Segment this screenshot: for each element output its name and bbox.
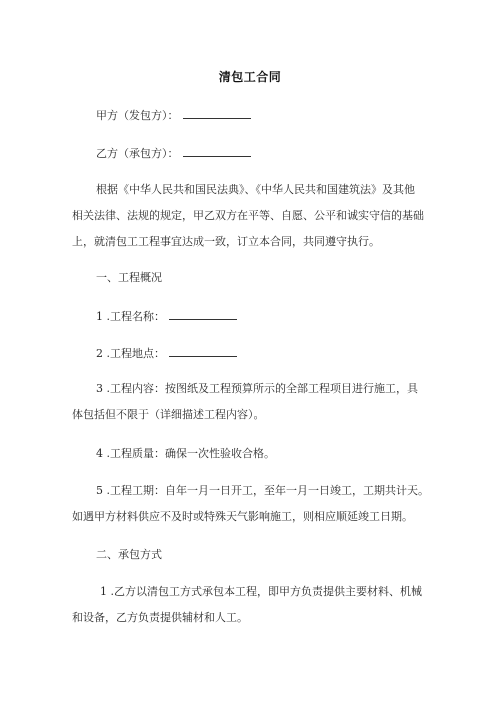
project-content-line-2: 体包括但不限于（详细描述工程内容）。 xyxy=(72,408,265,421)
intro-line-1: 根据《中华人民共和国民法典》、《中华人民共和国建筑法》及其他 xyxy=(96,183,415,196)
party-a-blank[interactable] xyxy=(183,107,251,119)
contract-method-paragraph xyxy=(72,579,472,631)
party-a-label: 甲方（发包方）： xyxy=(96,109,179,122)
section-2-heading: 二、承包方式 xyxy=(96,548,162,561)
document-title: 清包工合同 xyxy=(218,70,282,84)
project-location-line xyxy=(96,345,237,362)
project-schedule-line-2: 如遇甲方材料供应不及时或特殊天气影响施工，则相应顺延竣工日期。 xyxy=(72,510,413,523)
party-b-line xyxy=(96,145,251,162)
party-a-line xyxy=(96,107,251,124)
project-name-line xyxy=(96,308,237,325)
project-content-paragraph xyxy=(72,376,472,428)
project-name-blank[interactable] xyxy=(169,308,237,320)
project-name-label: 1 .工程名称： xyxy=(96,310,165,323)
project-location-blank[interactable] xyxy=(169,345,237,357)
project-quality-line: 4 .工程质量：确保一次性验收合格。 xyxy=(96,447,275,460)
intro-line-2: 相关法律、法规的规定，甲乙双方在平等、自愿、公平和诚实守信的基础 xyxy=(72,209,424,222)
project-schedule-line-1: 5 .工程工期：自年一月一日开工，至年一月一日竣工，工期共计天。 xyxy=(96,484,429,497)
party-b-blank[interactable] xyxy=(183,145,251,157)
project-content-line-1: 3 .工程内容：按图纸及工程预算所示的全部工程项目进行施工，具 xyxy=(96,382,418,395)
intro-paragraph xyxy=(72,177,472,255)
contract-method-line-2: 和设备，乙方负责提供辅材和人工。 xyxy=(72,611,248,624)
party-b-label: 乙方（承包方）： xyxy=(96,147,179,160)
project-location-label: 2 .工程地点： xyxy=(96,347,165,360)
project-schedule-paragraph xyxy=(72,478,472,530)
intro-line-3: 上，就清包工工程事宜达成一致，订立本合同，共同遵守执行。 xyxy=(72,235,380,248)
contract-method-line-1: 1 .乙方以清包工方式承包本工程，即甲方负责提供主要材料、机械 xyxy=(100,585,422,598)
section-1-heading: 一、工程概况 xyxy=(96,271,162,284)
